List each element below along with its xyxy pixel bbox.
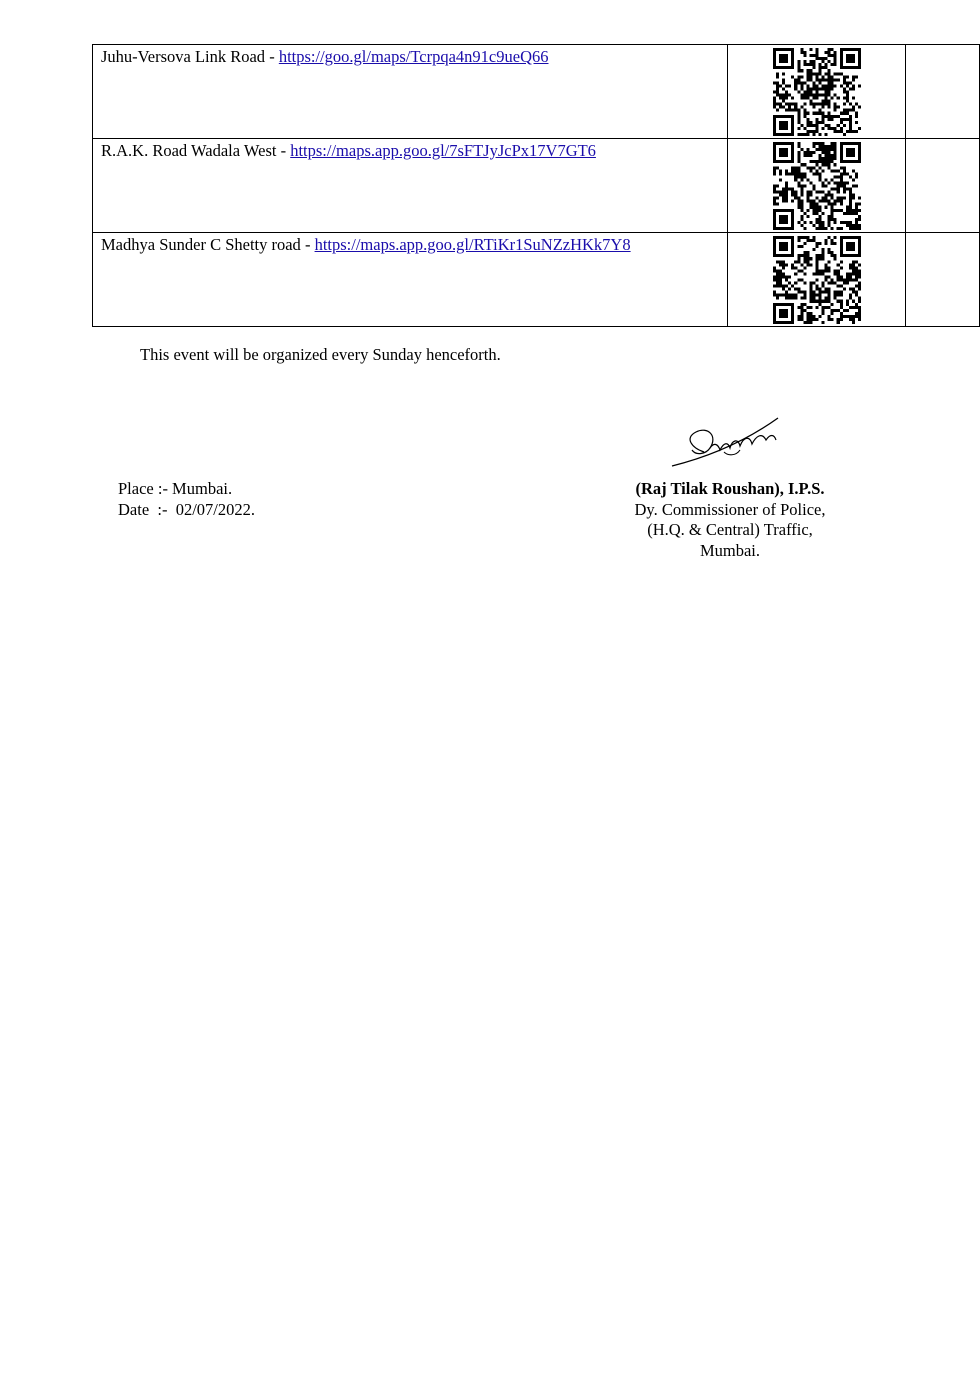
location-name: Juhu-Versova Link Road	[101, 47, 266, 66]
location-separator: -	[276, 141, 291, 160]
qr-code-icon	[773, 236, 861, 324]
event-note: This event will be organized every Sunday henceforth.	[140, 345, 501, 364]
qr-code-icon	[773, 48, 861, 136]
qr-cell	[728, 139, 906, 233]
location-cell	[93, 139, 728, 233]
signatory-department: (H.Q. & Central) Traffic,	[647, 520, 813, 539]
location-cell	[93, 45, 728, 139]
location-separator: -	[300, 235, 315, 254]
location-name: Madhya Sunder C Shetty road	[101, 235, 301, 254]
qr-cell	[728, 45, 906, 139]
location-separator: -	[265, 47, 279, 66]
table-row	[93, 45, 980, 139]
signatory-name: (Raj Tilak Roushan), I.P.S.	[635, 479, 825, 498]
map-link[interactable]: https://goo.gl/maps/Tcrpqa4n91c9ueQ66	[278, 47, 549, 66]
table-row	[93, 233, 980, 327]
signatory-city: Mumbai.	[699, 540, 761, 560]
location-name: R.A.K. Road Wadala West	[101, 141, 277, 160]
signatory-block	[600, 479, 860, 561]
map-link[interactable]: https://maps.app.goo.gl/7sFTJyJcPx17V7GT6	[290, 141, 596, 160]
empty-cell	[906, 233, 980, 327]
signatory-designation: Dy. Commissioner of Police,	[634, 499, 826, 519]
qr-code-icon	[773, 142, 861, 230]
empty-cell	[906, 139, 980, 233]
location-cell	[93, 233, 728, 327]
place-date-block	[118, 479, 255, 520]
qr-cell	[728, 233, 906, 327]
signature-icon	[666, 412, 784, 474]
empty-cell	[906, 45, 980, 139]
map-link[interactable]: https://maps.app.goo.gl/RTiKr1SuNZzHKk7Y8	[314, 235, 631, 254]
date-line: Date :- 02/07/2022.	[118, 499, 256, 519]
place-line: Place :- Mumbai.	[118, 479, 233, 498]
locations-table	[92, 44, 980, 327]
table-row	[93, 139, 980, 233]
